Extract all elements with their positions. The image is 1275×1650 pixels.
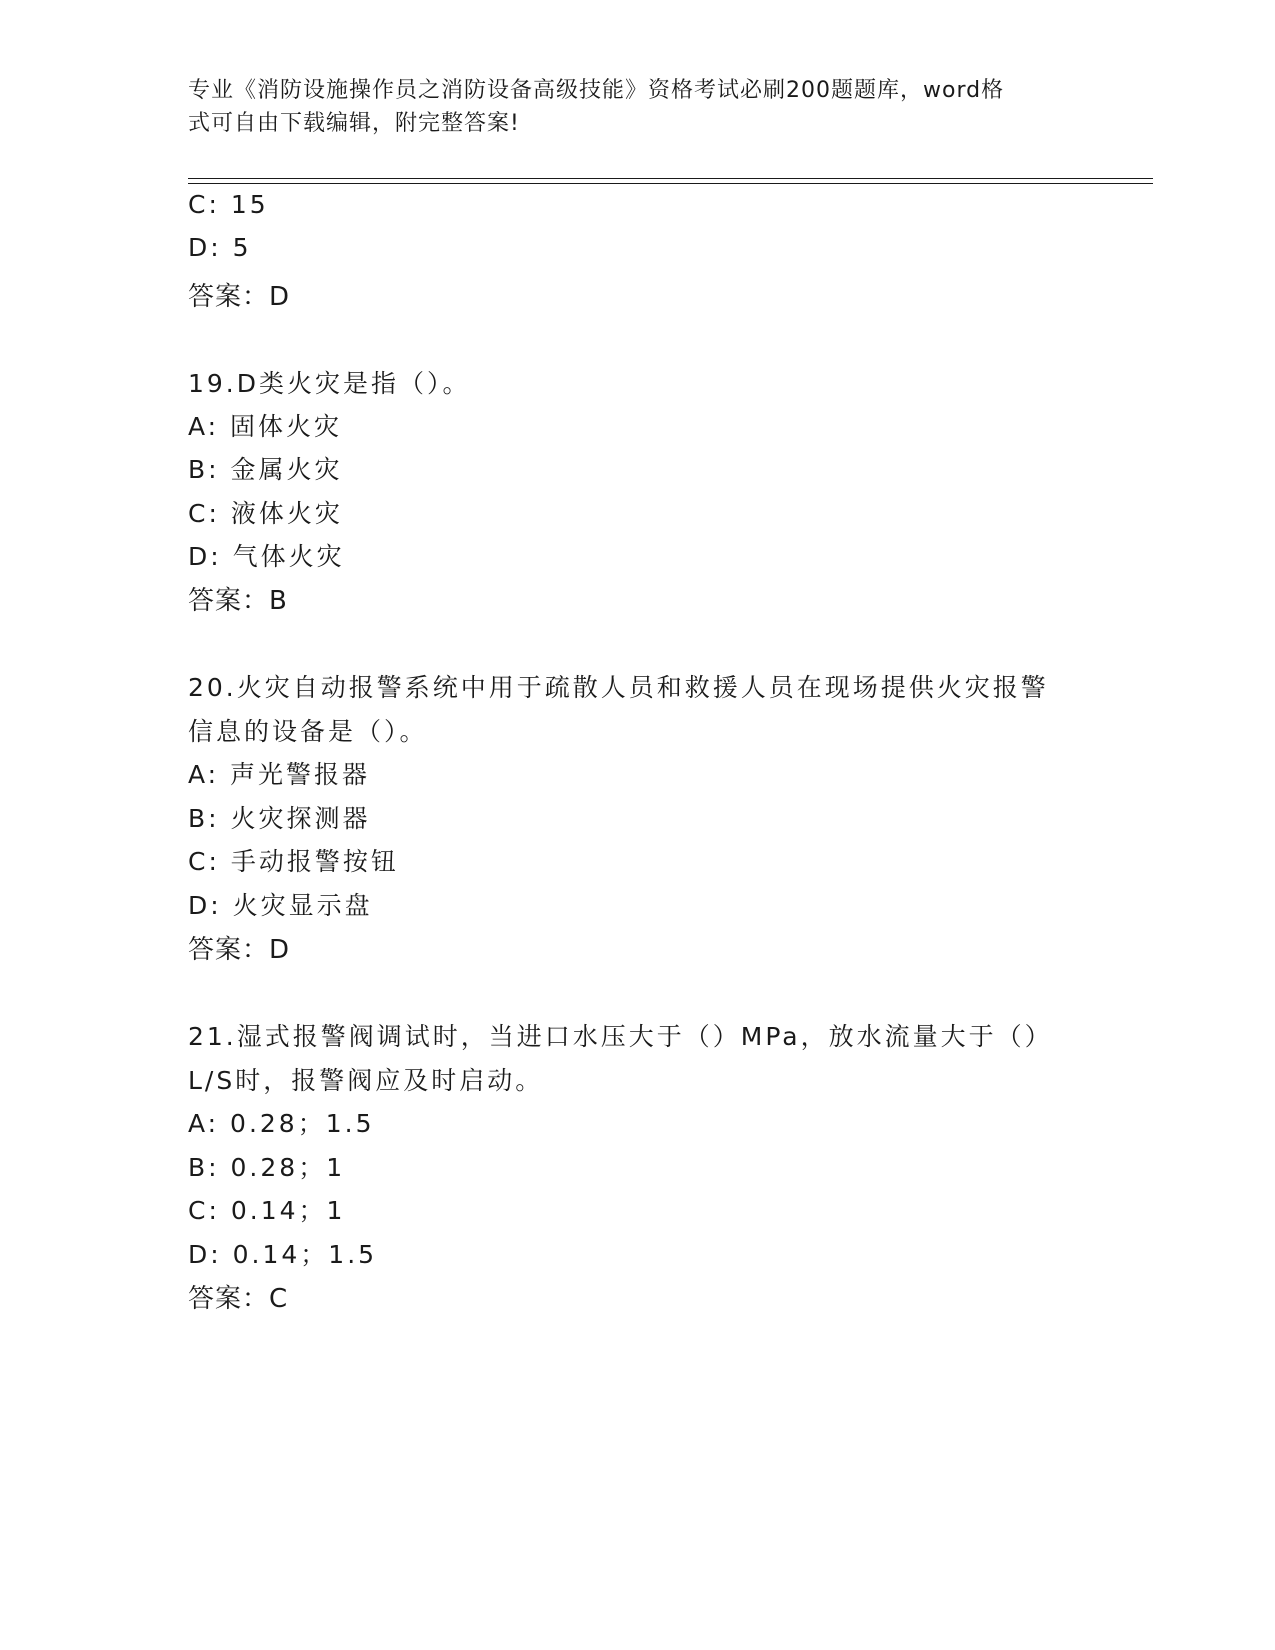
header-rule-top: [188, 178, 1153, 179]
header-title-line-2: 式可自由下载编辑，附完整答案!: [188, 111, 520, 136]
document-header: [188, 74, 1068, 140]
option-b: [188, 799, 371, 835]
option-label: A:: [188, 760, 220, 789]
option-text: 声光警报器: [230, 760, 371, 789]
option-d: [188, 886, 373, 922]
option-label: A:: [188, 1109, 220, 1138]
option-text: 固体火灾: [230, 412, 343, 441]
header-rule-bottom: [188, 183, 1153, 184]
question-stem-19: 19.D类火灾是指（）。: [188, 369, 471, 398]
option-text: 0.14；1: [230, 1196, 346, 1225]
option-text: 火灾显示盘: [232, 891, 373, 920]
option-text: 0.14；1.5: [232, 1240, 378, 1269]
answer-line: 答案：C: [188, 1284, 289, 1314]
option-label: C:: [188, 499, 220, 528]
option-text: 15: [230, 190, 269, 219]
question-stem-20-line-1: 20.火灾自动报警系统中用于疏散人员和救援人员在现场提供火灾报警: [188, 673, 1049, 702]
option-a: [188, 407, 342, 443]
option-d: [188, 1235, 377, 1271]
option-label: B:: [188, 804, 220, 833]
option-a: [188, 1104, 374, 1140]
option-label: D:: [188, 542, 222, 571]
answer-line: 答案：B: [188, 586, 288, 616]
option-c: [188, 842, 399, 878]
option-text: 手动报警按钮: [230, 847, 399, 876]
option-c: [188, 190, 269, 219]
option-d: [188, 233, 252, 262]
option-b: [188, 1148, 345, 1184]
option-label: D:: [188, 1240, 222, 1269]
option-label: A:: [188, 412, 220, 441]
question-stem-20-line-2: 信息的设备是（）。: [188, 717, 428, 746]
option-label: B:: [188, 1153, 220, 1182]
question-stem-21-line-1: 21.湿式报警阀调试时，当进口水压大于（）MPa，放水流量大于（）: [188, 1022, 1053, 1051]
option-text: 0.28；1: [230, 1153, 346, 1182]
header-title-line-1: 专业《消防设施操作员之消防设备高级技能》资格考试必刷200题题库，word格: [188, 78, 1005, 103]
option-label: D:: [188, 233, 222, 262]
option-text: 0.28；1.5: [230, 1109, 375, 1138]
question-stem-21-line-2: L/S时，报警阀应及时启动。: [188, 1066, 544, 1095]
answer-line: 答案：D: [188, 935, 291, 965]
option-text: 气体火灾: [232, 542, 345, 571]
option-d: [188, 537, 345, 573]
option-text: 火灾探测器: [230, 804, 371, 833]
option-label: C:: [188, 190, 220, 219]
option-c: [188, 1191, 345, 1227]
option-text: 5: [232, 233, 252, 262]
option-label: C:: [188, 847, 220, 876]
option-b: [188, 450, 343, 486]
option-c: [188, 494, 343, 530]
option-label: B:: [188, 455, 220, 484]
option-label: D:: [188, 891, 222, 920]
option-label: C:: [188, 1196, 220, 1225]
option-text: 液体火灾: [230, 499, 343, 528]
option-a: [188, 755, 370, 791]
answer-line: 答案：D: [188, 282, 291, 312]
option-text: 金属火灾: [230, 455, 343, 484]
